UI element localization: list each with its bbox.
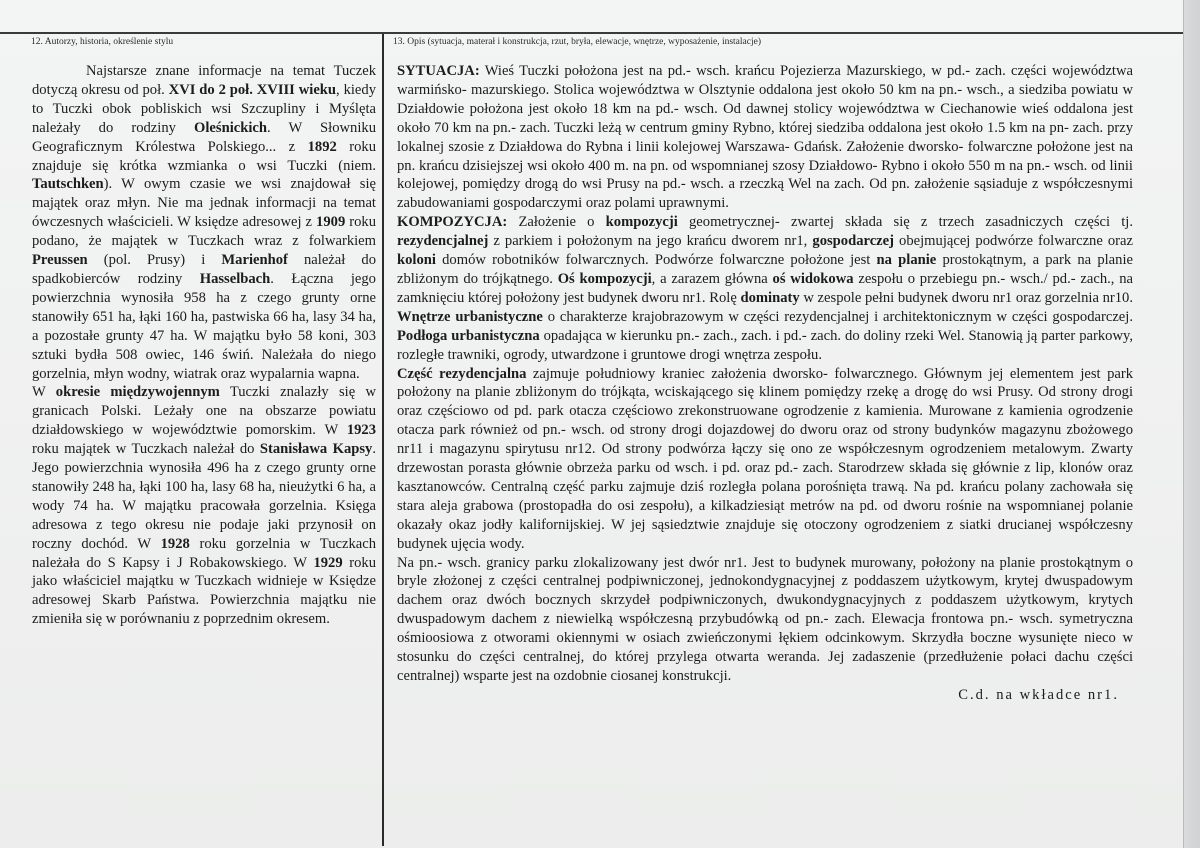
bold-text: kompozycji — [605, 214, 678, 231]
bold-text: koloni — [397, 252, 436, 269]
text-run: należał do spadkobierców rodziny — [32, 252, 376, 287]
text-run: roku majątek w Tuczkach należał do — [32, 441, 260, 458]
text-run: zajmuje południowy kraniec założenia dworsko- folwarcznego. Głównym jej elementem jest park położony na planie zbliżonym do trójkąta, wciskającego się klinem pomiędzy rzekę a drogę do wsi Prusy. Od strony drogi oraz częściowo od pd. park otacza częściowo zrekonstruowane ogrodzenie z kamienia. Murowane z kamienia ogrodzenie otacza park również od pn.- wsch. od strony drogi dojazdowej do dworu oraz od strony budynków magazynu zbożowego nr11 i magazynu spirytusu nr12. Od strony podwórza łączy się ono ze współczesnym ogrodzeniem metalowym. Zwarty drzewostan porasta głównie obrzeża parku od wsch. i pd. oraz pd.- zach. Starodrzew składa się głównie z lip, klonów oraz kasztanowców. Centralną część parku zajmuje dziś rozległa polana porośnięta trawą. Na pd. krańcu polany zachowała się stara aleja grabowa (prostopadła do osi zespołu), a kilkadziesiąt metrów na pd. od dworu rośnie na wspomnianej polanie okazały okaz jodły kalifornijskiej. W jej sąsiedztwie znajduje się otoczony ogrodzeniem z siatki drucianej współczesny budynek ujęcia wody. — [397, 365, 1134, 552]
text-run: obejmującej podwórze folwarczne oraz — [894, 233, 1133, 250]
text-run: ). W owym czasie we wsi znajdował się majątek oraz młyn. Nie ma jednak informacji na temat ówczesnych właścicieli. W księdze adresowej z — [32, 176, 376, 231]
text-run: z parkiem i położonym na jego krańcu dworem nr1, — [488, 233, 813, 250]
text-run: w zespole pełni budynek dworu nr1 oraz gorzelnia nr10. — [799, 289, 1133, 306]
bold-text: oś widokowa — [772, 270, 854, 287]
bold-text: Tautschken — [32, 176, 104, 193]
text-run: . Łączna jego powierzchnia wynosiła 958 ha z czego grunty orne stanowiły 651 ha, łąki 160 ha, pastwiska 66 ha, lasy 34 ha, a pozostałe grunty 47 ha. W majątku było 58 koni, 303 sztuki bydła 508 owiec, 146 świń. Należała do niego gorzelnia, młyn wodny, wiatrak oraz wypalarnia wapna. — [32, 270, 376, 382]
bold-text: dominaty — [740, 289, 800, 306]
continued-note-text: C.d. na wkładce nr1. — [958, 686, 1119, 703]
bold-text: Hasselbach — [199, 270, 271, 287]
paragraph — [397, 554, 1133, 686]
text-run: Wieś Tuczki położona jest na pd.- wsch. krańcu Pojezierza Mazurskiego, w pd.- zach. części województwa warmińsko- mazurskiego. Stolica województwa w Olsztynie oddalona jest około 50 km na pn.- wsch., a siedziba powiatu w Działdowie położona jest około 18 km na pd.- wsch. Od dawnej stolicy województwa w Ciechanowie wieś oddalona jest około 70 km na pn.- zach. Tuczki leżą w centrum gminy Rybno, której siedziba oddalona jest około 1.5 km na pn- zach. przy lokalnej szosie z Działdowa do Rybna i linii kolejowej Warszawa- Gdańsk. Założenie dworsko- folwarczne położone jest na pn. krańcu dzisiejszej wsi około 400 m. na pn. od wspomnianej szosy Działdowo- Rybno i około 550 m na pn.- wsch. od linii kolejowej, pomiędzy drogą do wsi Prusy na pd.- wsch. a rzeczką Wel na zach. Od pn. założenie sąsiaduje z współczesnymi zabudowaniami gospodarczymi oraz polami uprawnymi. — [397, 63, 1133, 212]
bold-text: okresie międzywojennym — [55, 384, 220, 401]
bold-text: Oleśnickich — [194, 119, 267, 136]
text-run: roku podano, że majątek w Tuczkach wraz z folwarkiem — [32, 214, 376, 250]
text-run: domów robotników folwarcznych. Podwórze folwarczne położone jest — [435, 252, 877, 269]
history-column — [32, 62, 376, 629]
bold-text: 1928 — [160, 535, 190, 552]
text-run: zespołu o przebiegu pn.- wsch./ pd.- zach., na zamknięciu której położony jest budynek dworu nr1. Rolę — [397, 270, 1133, 306]
paragraph — [397, 365, 1133, 554]
bold-text: XVI do 2 poł. XVIII wieku — [168, 81, 337, 98]
text-run: , a zarazem główna — [651, 270, 773, 287]
bold-text: SYTUACJA: — [397, 63, 480, 79]
paragraph — [32, 62, 376, 383]
bold-text: Wnętrze urbanistyczne — [397, 308, 543, 325]
text-run: o charakterze krajobrazowym w części rezydencjalnej i architektonicznym w części gospodarczej. — [542, 308, 1133, 325]
bold-text: Marienhof — [221, 252, 288, 269]
text-run: Założenie o — [507, 214, 606, 231]
bold-text: Preussen — [32, 252, 88, 269]
section-13-header: 13. Opis (sytuacja, materał i konstrukcja, rzut, bryła, elewacje, wnętrze, wyposażenie, instalacje) — [393, 37, 761, 47]
bold-text: na planie — [876, 252, 937, 269]
bold-text: KOMPOZYCJA: — [397, 214, 508, 231]
text-run: Tuczki znalazły się w granicach Polski. Leżały one na obszarze powiatu działdowskiego w województwie pomorskim. W — [32, 384, 376, 439]
text-run: Na pn.- wsch. granicy parku zlokalizowany jest dwór nr1. Jest to budynek murowany, położony na planie prostokątnym o bryle złożonej z części centralnej podpiwniczonej, jednokondygnacyjnej z poddaszem użytkowym, krytej dwuspadowym dachem oraz dwóch bocznych skrzydeł podpiwniczonych, dwukondygnacyjnych z poddaszem użytkowym, krytych dwuspadowym dachem z niewielką współczesną przybudówką od pn.- zach. Elewacja frontowa pn.- wsch. symetryczna ośmioosiowa z otworami okiennymi w osiach zwieńczonymi łękiem odcinkowym. Skrzydła boczne wysunięte nieco w stosunku do części centralnej, do której przylega otwarta weranda. Jej zadaszenie (przedłużenie połaci dachu części centralnej) wsparte jest na ozdobnie ciosanej konstrukcji. — [397, 554, 1133, 684]
bold-text: Podłoga urbanistyczna — [397, 327, 540, 344]
bold-text: 1923 — [346, 422, 376, 439]
description-column — [397, 62, 1133, 705]
text-run: roku znajduje się krótka wzmianka o wsi Tuczki (niem. — [32, 138, 376, 174]
section-12-header: 12. Autorzy, historia, określenie stylu — [31, 37, 174, 47]
continued-note — [397, 686, 1133, 705]
bold-text: gospodarczej — [812, 233, 894, 250]
text-run: opadająca w kierunku pn.- zach., zach. i pd.- zach. do doliny rzeki Wel. Stanowią ją parter parkowy, rozległe trawniki, ogrody, utwardzone i gruntowe drogi wnętrza zespołu. — [397, 327, 1133, 363]
text-run: . W Słowniku Geograficznym Królestwa Polskiego... z — [32, 119, 376, 155]
text-run: . Jego powierzchnia wynosiła 496 ha z czego grunty orne stanowiły 248 ha, łąki 100 ha, lasy 68 ha, nieużytki 6 ha, a wody 74 ha. W majątku pracowała gorzelnia. Księga adresowa z tego okresu nie podaje jaki przynosił on roczny dochód. W — [32, 441, 377, 552]
text-run: Najstarsze znane informacje na temat Tuczek dotyczą okresu od poł. — [32, 63, 376, 98]
paragraph — [397, 213, 1133, 364]
header-rule — [0, 32, 1200, 34]
bold-text: Oś kompozycji — [557, 270, 652, 287]
text-run: roku jako właściciel majątku w Tuczkach widnieje w Księdze adresowej Skarb Państwa. Powierzchnia majątku nie zmieniła się w porównaniu z poprzednim okresem. — [32, 554, 376, 628]
paragraph — [32, 383, 376, 629]
bold-text: 1929 — [313, 554, 343, 571]
text-run: , kiedy to Tuczki obok pobliskich wsi Szczupliny i Myślęta należały do rodziny — [32, 81, 376, 136]
text-run: prostokątnym, a park na planie zbliżonym do trójkątnego. — [397, 252, 1133, 287]
text-run: W — [32, 384, 56, 401]
bold-text: 1892 — [307, 138, 337, 155]
bold-text: Stanisława Kapsy — [259, 441, 373, 458]
text-run: geometrycznej- zwartej składa się z trzech zasadniczych części tj. — [677, 214, 1133, 231]
bold-text: Część rezydencjalna — [397, 365, 527, 382]
paragraph — [397, 62, 1133, 213]
text-run: roku gorzelnia w Tuczkach należała do S Kapsy i J Robakowskiego. W — [32, 535, 376, 571]
paper-edge — [1183, 0, 1200, 848]
text-run: (pol. Prusy) i — [87, 252, 222, 269]
bold-text: 1909 — [316, 214, 346, 231]
bold-text: rezydencjalnej — [397, 233, 489, 250]
column-divider — [382, 34, 384, 846]
